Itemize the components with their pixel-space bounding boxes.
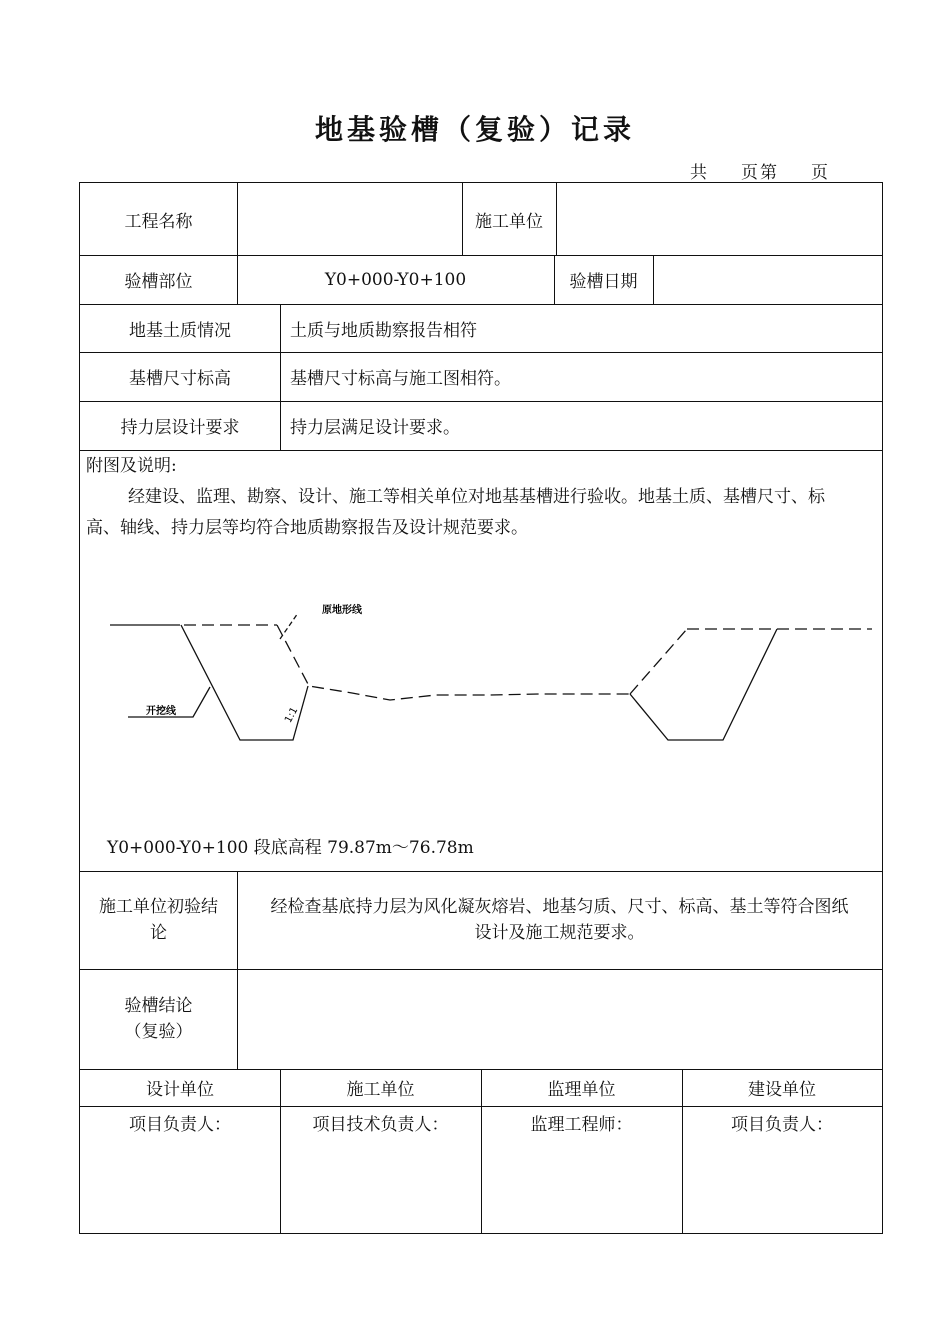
inspection-part-label: 验槽部位 — [124, 272, 193, 292]
preliminary-label — [80, 871, 237, 969]
sign-unit-design: 设计单位 — [146, 1080, 214, 1100]
notes-line-1: 经建设、监理、勘察、设计、施工等相关单位对地基基槽进行验收。地基土质、基槽尺寸、标 — [128, 487, 825, 507]
sign-role-design[interactable]: 项目负责人： — [129, 1115, 231, 1135]
slope-ratio-label: 1:1 — [283, 705, 301, 725]
sign-role-supervision[interactable]: 监理工程师： — [530, 1115, 633, 1135]
inspection-date-label: 验槽日期 — [569, 272, 638, 292]
notes-line-2: 高、轴线、持力层等均符合地质勘察报告及设计规范要求。 — [86, 518, 528, 538]
sign-unit-owner: 建设单位 — [748, 1080, 816, 1100]
ground-profile-dashed — [277, 625, 630, 700]
sign-role-construction[interactable]: 项目技术负责人： — [312, 1115, 449, 1135]
trench-size-value[interactable]: 基槽尺寸标高与施工图相符。 — [290, 369, 511, 389]
sign-unit-supervision: 监理单位 — [547, 1080, 616, 1100]
trench-size-label: 基槽尺寸标高 — [129, 369, 231, 389]
page-info — [690, 158, 844, 183]
page-number-label: 页第 — [741, 163, 779, 183]
document-title: 地基验槽（复验）记录 — [314, 113, 635, 146]
preliminary-value-line-1: 经检查基底持力层为风化凝灰熔岩、地基匀质、尺寸、标高、基土等符合图纸 — [270, 897, 849, 917]
page-suffix-label: 页 — [811, 163, 830, 183]
bearing-layer-label: 持力层设计要求 — [120, 418, 240, 438]
inspection-date-value[interactable] — [653, 255, 882, 304]
notes-heading: 附图及说明: — [86, 456, 177, 476]
elevation-caption: Y0+000-Y0+100 段底高程 79.87m～76.78m — [107, 838, 474, 858]
inspection-form — [79, 182, 883, 1234]
project-name-label: 工程名称 — [124, 211, 193, 232]
conclusion-label-line-2: （复验） — [124, 1022, 193, 1042]
page-total-label: 共 — [690, 163, 709, 183]
sign-unit-construction: 施工单位 — [346, 1080, 415, 1100]
excavation-outline-right — [630, 629, 777, 740]
contractor-label: 施工单位 — [475, 211, 543, 232]
preliminary-value[interactable] — [237, 871, 882, 969]
trench-section-diagram — [80, 583, 882, 763]
contractor-value[interactable] — [556, 183, 882, 255]
inspection-part-value[interactable]: Y0+000-Y0+100 — [324, 269, 467, 290]
conclusion-value[interactable] — [237, 969, 882, 1069]
excavation-label: 开挖线 — [146, 706, 176, 717]
original-ground-leader — [280, 613, 298, 639]
preliminary-value-line-2: 设计及施工规范要求。 — [474, 923, 645, 943]
bearing-layer-value[interactable]: 持力层满足设计要求。 — [290, 418, 460, 438]
preliminary-label-line-2: 论 — [150, 923, 167, 943]
sign-role-owner[interactable]: 项目负责人： — [731, 1115, 833, 1135]
conclusion-label — [80, 969, 237, 1069]
project-name-value[interactable] — [237, 183, 462, 255]
soil-condition-label: 地基土质情况 — [129, 320, 231, 341]
ground-line-dashed-right — [630, 629, 687, 694]
preliminary-label-line-1: 施工单位初验结 — [99, 897, 218, 917]
notes-section — [86, 451, 878, 544]
soil-condition-value[interactable]: 土质与地质勘察报告相符 — [290, 320, 477, 341]
conclusion-label-line-1: 验槽结论 — [124, 996, 193, 1016]
original-ground-label: 原地形线 — [322, 605, 362, 616]
